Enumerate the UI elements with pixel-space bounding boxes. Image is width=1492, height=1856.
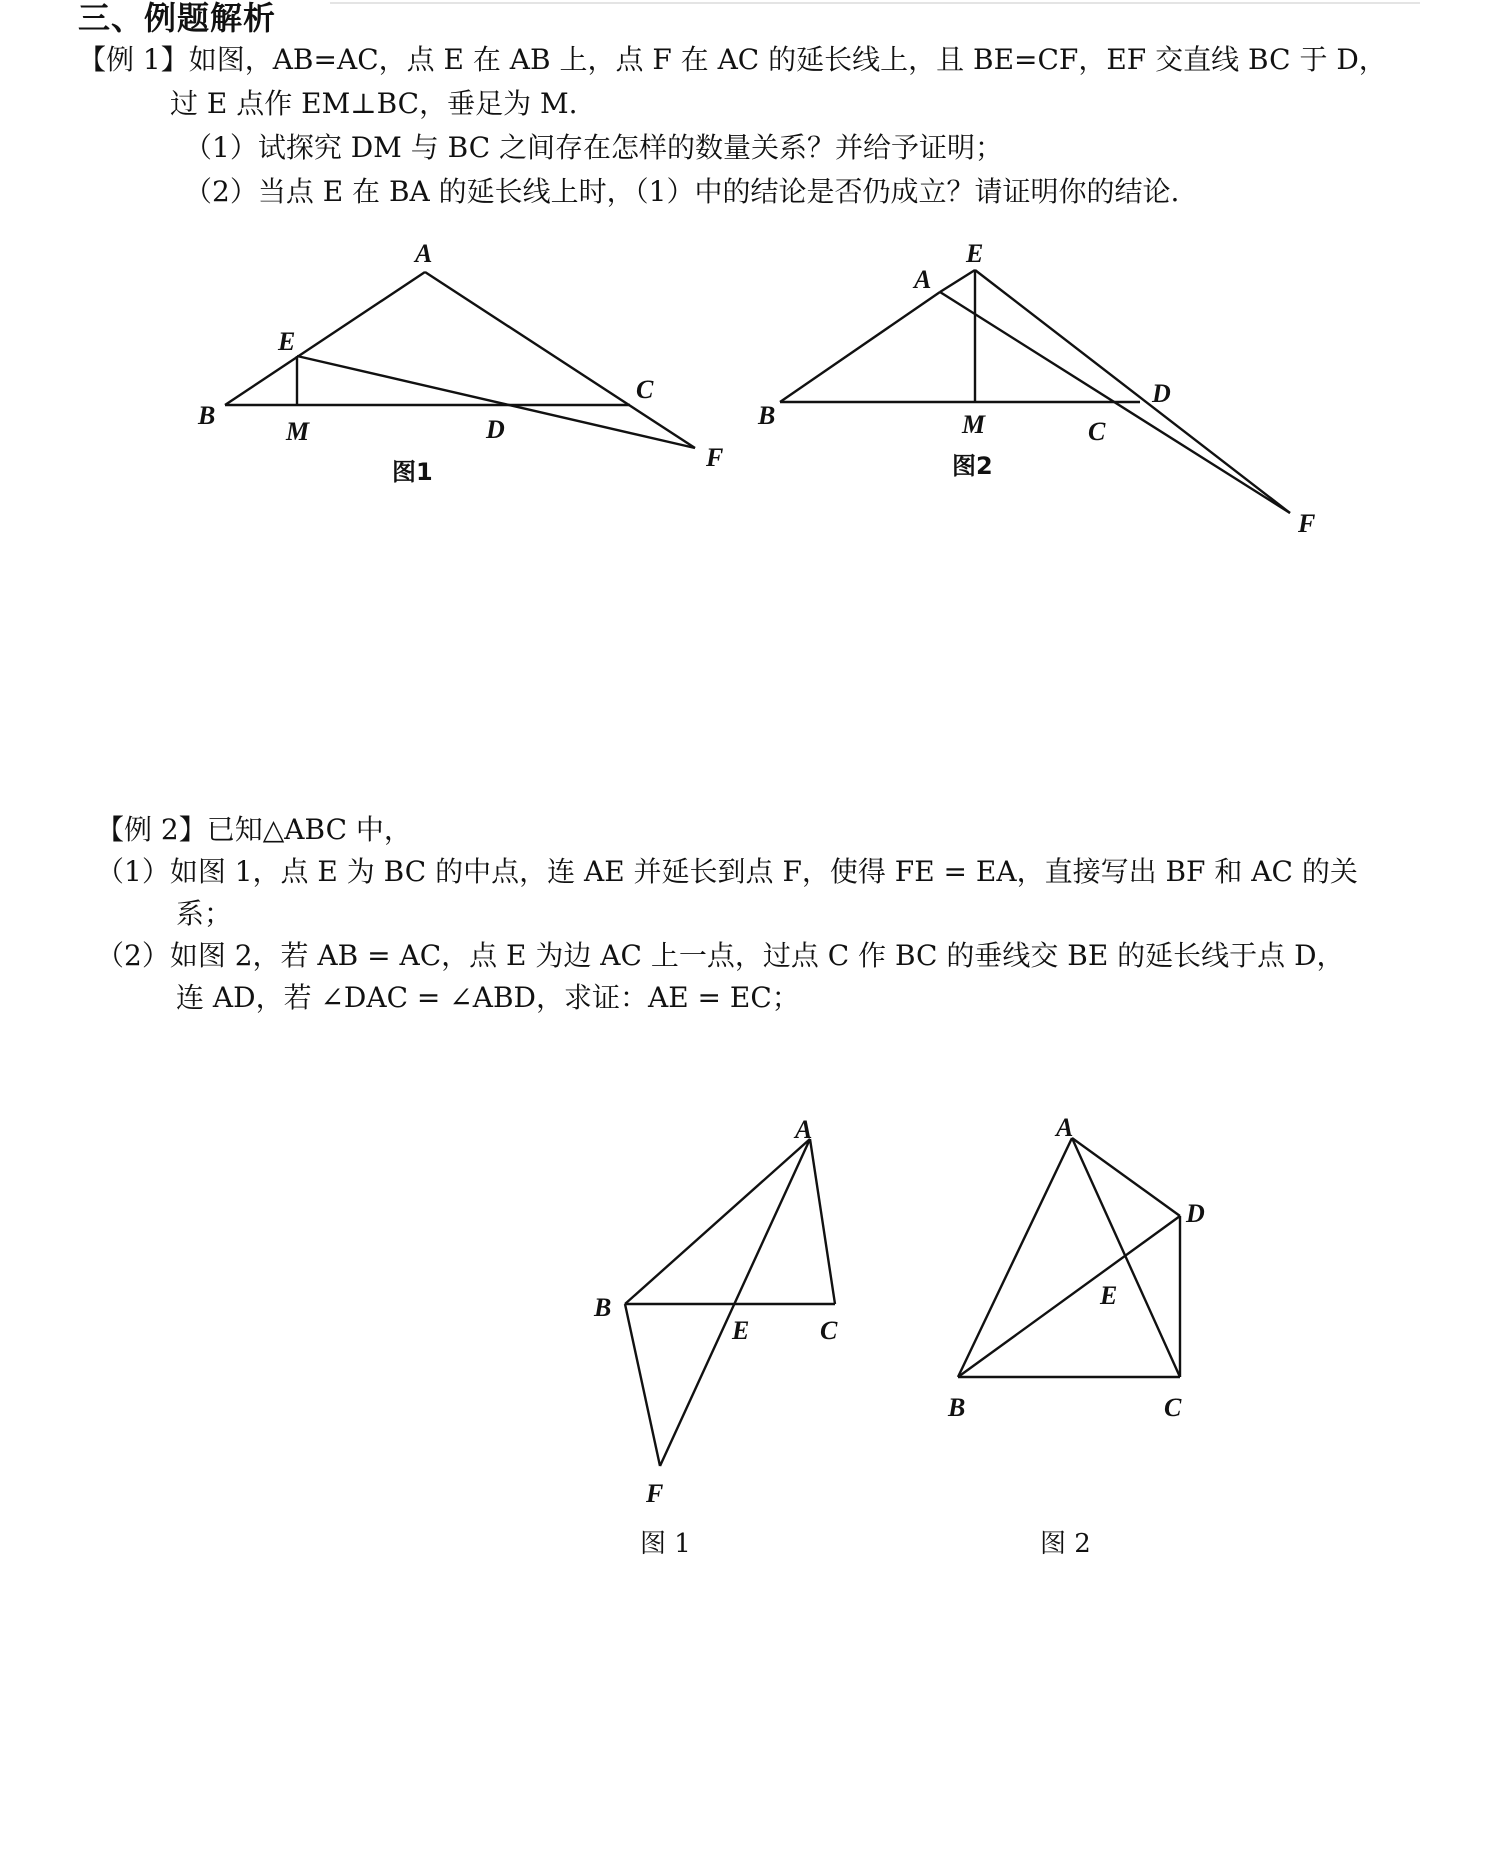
label-a: A [795, 1115, 813, 1144]
segment-ad [1072, 1138, 1180, 1216]
label-a: A [914, 265, 932, 294]
segment-ba [958, 1138, 1072, 1377]
label-f: F [706, 443, 724, 472]
example2-statement: 【例 2】已知△ABC 中， [96, 813, 412, 846]
label-c: C [1164, 1393, 1182, 1422]
label-a: A [1056, 1113, 1074, 1142]
example1-question-2: （2）当点 E 在 BA 的延长线上时，（1）中的结论是否仍成立？请证明你的结论. [184, 175, 1180, 208]
segment-ac [810, 1139, 835, 1304]
label-c: C [820, 1316, 838, 1345]
segment-bd [958, 1216, 1180, 1377]
example2-question-2-line1: （2）如图 2，若 AB = AC，点 E 为边 AC 上一点，过点 C 作 BC 的垂线交 BE 的延长线于点 D， [96, 939, 1345, 972]
segment-ba [625, 1139, 810, 1304]
segment-bf [625, 1304, 660, 1466]
label-d: D [1186, 1199, 1205, 1228]
example1-statement-line1: 【例 1】如图，AB=AC，点 E 在 AB 上，点 F 在 AC 的延长线上，且 BE=CF，EF 交直线 BC 于 D， [78, 43, 1387, 76]
label-f: F [1298, 509, 1316, 538]
segment-af [660, 1139, 810, 1466]
figure-2-caption: 图 2 [1040, 1529, 1091, 1559]
label-c: C [636, 375, 654, 404]
label-b: B [594, 1293, 612, 1322]
label-b: B [198, 401, 216, 430]
example2-question-1-line1: （1）如图 1，点 E 为 BC 的中点，连 AE 并延长到点 F，使得 FE = EA，直接写出 BF 和 AC 的关 [96, 855, 1358, 888]
label-e: E [732, 1316, 750, 1345]
figure-2-caption: 图2 [952, 452, 993, 480]
example1-question-1: （1）试探究 DM 与 BC 之间存在怎样的数量关系？并给予证明； [184, 131, 1004, 164]
label-e: E [1100, 1281, 1118, 1310]
label-b: B [948, 1393, 966, 1422]
figure-1-caption: 图1 [392, 458, 433, 486]
label-e: E [278, 327, 296, 356]
example2-question-2-line2: 连 AD，若 ∠DAC = ∠ABD，求证：AE = EC； [176, 981, 800, 1014]
label-e: E [966, 239, 984, 268]
label-f: F [646, 1479, 664, 1508]
label-b: B [758, 401, 776, 430]
label-d: D [486, 415, 505, 444]
segment-ac [1072, 1138, 1180, 1377]
label-a: A [415, 239, 433, 268]
example1-statement-line2: 过 E 点作 EM⊥BC，垂足为 M. [170, 87, 578, 120]
example2-figure-1 [593, 1115, 838, 1559]
label-c: C [1088, 417, 1106, 446]
figure-1-caption: 图 1 [640, 1529, 691, 1559]
example2-question-1-line2: 系； [176, 897, 233, 930]
label-d: D [1152, 379, 1171, 408]
label-m: M [962, 410, 986, 439]
label-m: M [286, 417, 310, 446]
example2-figure-2 [947, 1113, 1205, 1559]
section-title: 三、例题解析 [78, 0, 277, 37]
